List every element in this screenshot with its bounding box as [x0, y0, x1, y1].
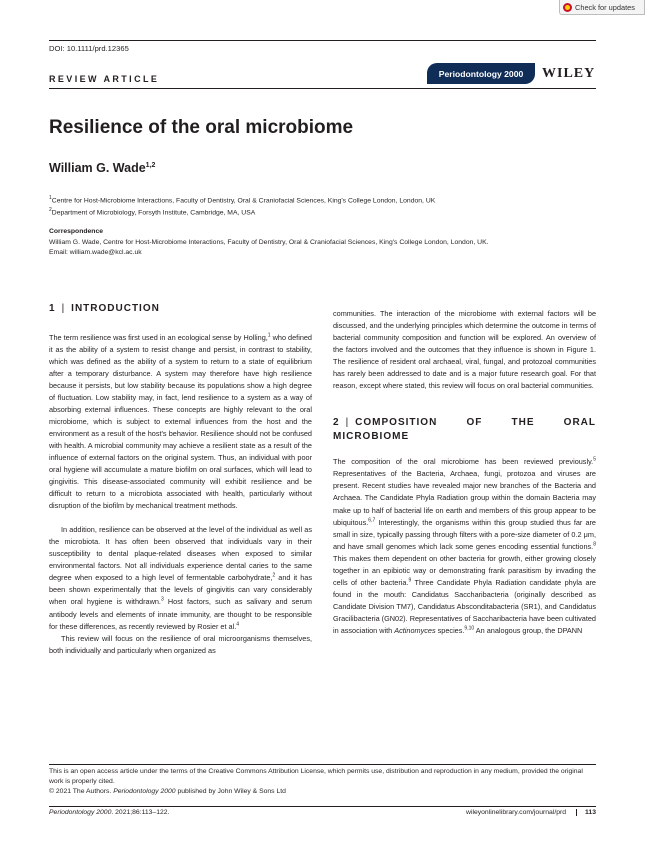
correspondence-email[interactable]: Email: william.wade@kcl.ac.uk [49, 249, 142, 256]
section-heading-composition: 2 | COMPOSITION OF THE ORAL MICROBIOME [333, 417, 596, 442]
crossmark-icon [563, 3, 572, 12]
section-heading-introduction: 1 | INTRODUCTION [49, 303, 160, 314]
journal-url[interactable]: wileyonlinelibrary.com/journal/prd [466, 809, 567, 816]
correspondence-heading: Correspondence [49, 228, 104, 235]
footer-right [466, 809, 596, 816]
article-title: Resilience of the oral microbiome [49, 117, 354, 138]
paragraph: The term resilience was first used in an ecological sense by Holling,$^1$ who defined it as the ability of a system to resist change and persist, in contrast to stability, which was defined as the ability of a system to return to a state of equilibrium after a temporary disturbance. A system may therefore have high resilience because it persists, but low stability because its populations show a high degree of fluctuation. Low stability may, in fact, lend resilience to a system as a way of absorbing external influences. These concepts are highly relevant to the oral microbiome, which is subject to external influences from the host and the environment as a result of the host's behavior. Resilience should not be confused with health. A microbial community may achieve a resilient state as a result of the influence of external factors on the original system. Thus, an individual with poor oral hygiene will accumulate a mature biofilm on oral surfaces, which will lead to gingivitis. This disease-associated community will exhibit resilience and be difficult to return to a microbiota associated with health, particularly without disruption of the biofilm by mechanical treatment methods. [49, 332, 312, 511]
author-name: William G. Wade$^{1,2}$ [49, 161, 156, 175]
license-text: This is an open access article under the terms of the Creative Commons Attribution License, which permits use, distribution and reproduction in any medium, provided the original work is properly cited. © 2021 The Authors. Periodontology 2000 published by John Wiley & Sons Ltd [49, 768, 583, 795]
paragraph: In addition, resilience can be observed at the level of the individual as well as the microbiota. It has often been observed that individuals vary in their susceptibility to dental plaque-related diseases when exposed to similar environmental factors. Not all individuals experience dental caries to the same degree when exposed to a high level of fermentable carbohydrate,$^2$ and it has been shown experimentally that the levels of gingivitis can vary considerably when oral hygiene is withdrawn.$^3$ Host factors, such as salivary and serum antibody levels and elements of innate immunity, are thought to be responsible for these differences, as recently reviewed by Rosier et al.$^4$ [49, 525, 313, 631]
page-number: 113 [576, 809, 596, 816]
header-rule-top [49, 40, 596, 41]
check-for-updates-badge[interactable] [559, 0, 645, 15]
paragraph: This review will focus on the resilience of oral microorganisms themselves, both individually and particularly when organized as [49, 633, 312, 655]
citation: Periodontology 2000. 2021;86:113–122. [49, 809, 170, 816]
header-rule-bottom [49, 88, 596, 89]
affiliation-2: $^2$Department of Microbiology, Forsyth Institute, Cambridge, MA, USA [49, 207, 256, 217]
license-rule [49, 764, 596, 765]
right-column [333, 308, 596, 637]
journal-badge: Periodontology 2000 [427, 63, 535, 84]
affiliation-1: $^1$Centre for Host-Microbiome Interactions, Faculty of Dentistry, Oral & Craniofacial Sciences, King's College London, London, UK [49, 195, 436, 205]
footer-rule [49, 806, 596, 807]
paragraph: communities. The interaction of the microbiome with external factors will be discussed, and the underlying principles which determine the outcome in terms of bacterial community composition and function will be explored. An overview of the factors involved and the outcomes that they influence is shown in Figure 1. The resilience of resident oral archaeal, viral, fungal, and protozoal communities has rarely been addressed to date and is a major future research goal. For that reason, except where stated, this review will focus on oral bacterial communities. [333, 309, 596, 391]
publisher-logo: WILEY [542, 66, 596, 81]
paragraph: The composition of the oral microbiome has been reviewed previously.$^5$ Representatives of the Bacteria, Archaea, fungi, protozoa and viruses are present. Recent studies have revealed major new branches of the Bacteria and Archaea. The Candidate Phyla Radiation group within the domain Bacteria may make up to half of bacterial life on earth and members of this group appear to be ubiquitous.$^{6,7}$ Interestingly, the organisms within this group studied thus far are small in size, typically passing through filters with a pore-size diameter of 0.2 μm, and have small genomes which lack some genes encoding essential functions.$^8$ This makes them dependent on other bacteria for growth, either growing closely together in an epibiotic way or demonstrating frank parasitism by invading the cells of other bacteria.$^9$ Three Candidate Phyla Radiation candidate phyla are found in the mouth: Candidatus Saccharibacteria (originally described as Candidate Division TM7), Candidatus Absconditabacteria (SR1), and Candidatus Gracilibacteria (GN02). Representatives of Saccharibacteria have been cultivated in association with Actinomyces species.$^{9,10}$ An analogous group, the DPANN [333, 456, 596, 635]
doi[interactable]: DOI: 10.1111/prd.12365 [49, 44, 129, 53]
check-for-updates-label: Check for updates [575, 2, 635, 12]
article-type: REVIEW ARTICLE [49, 74, 160, 84]
left-column [49, 302, 312, 657]
correspondence-text: William G. Wade, Centre for Host-Microbiome Interactions, Faculty of Dentistry, Oral & Craniofacial Sciences, King's College London, London, UK. [49, 239, 489, 246]
